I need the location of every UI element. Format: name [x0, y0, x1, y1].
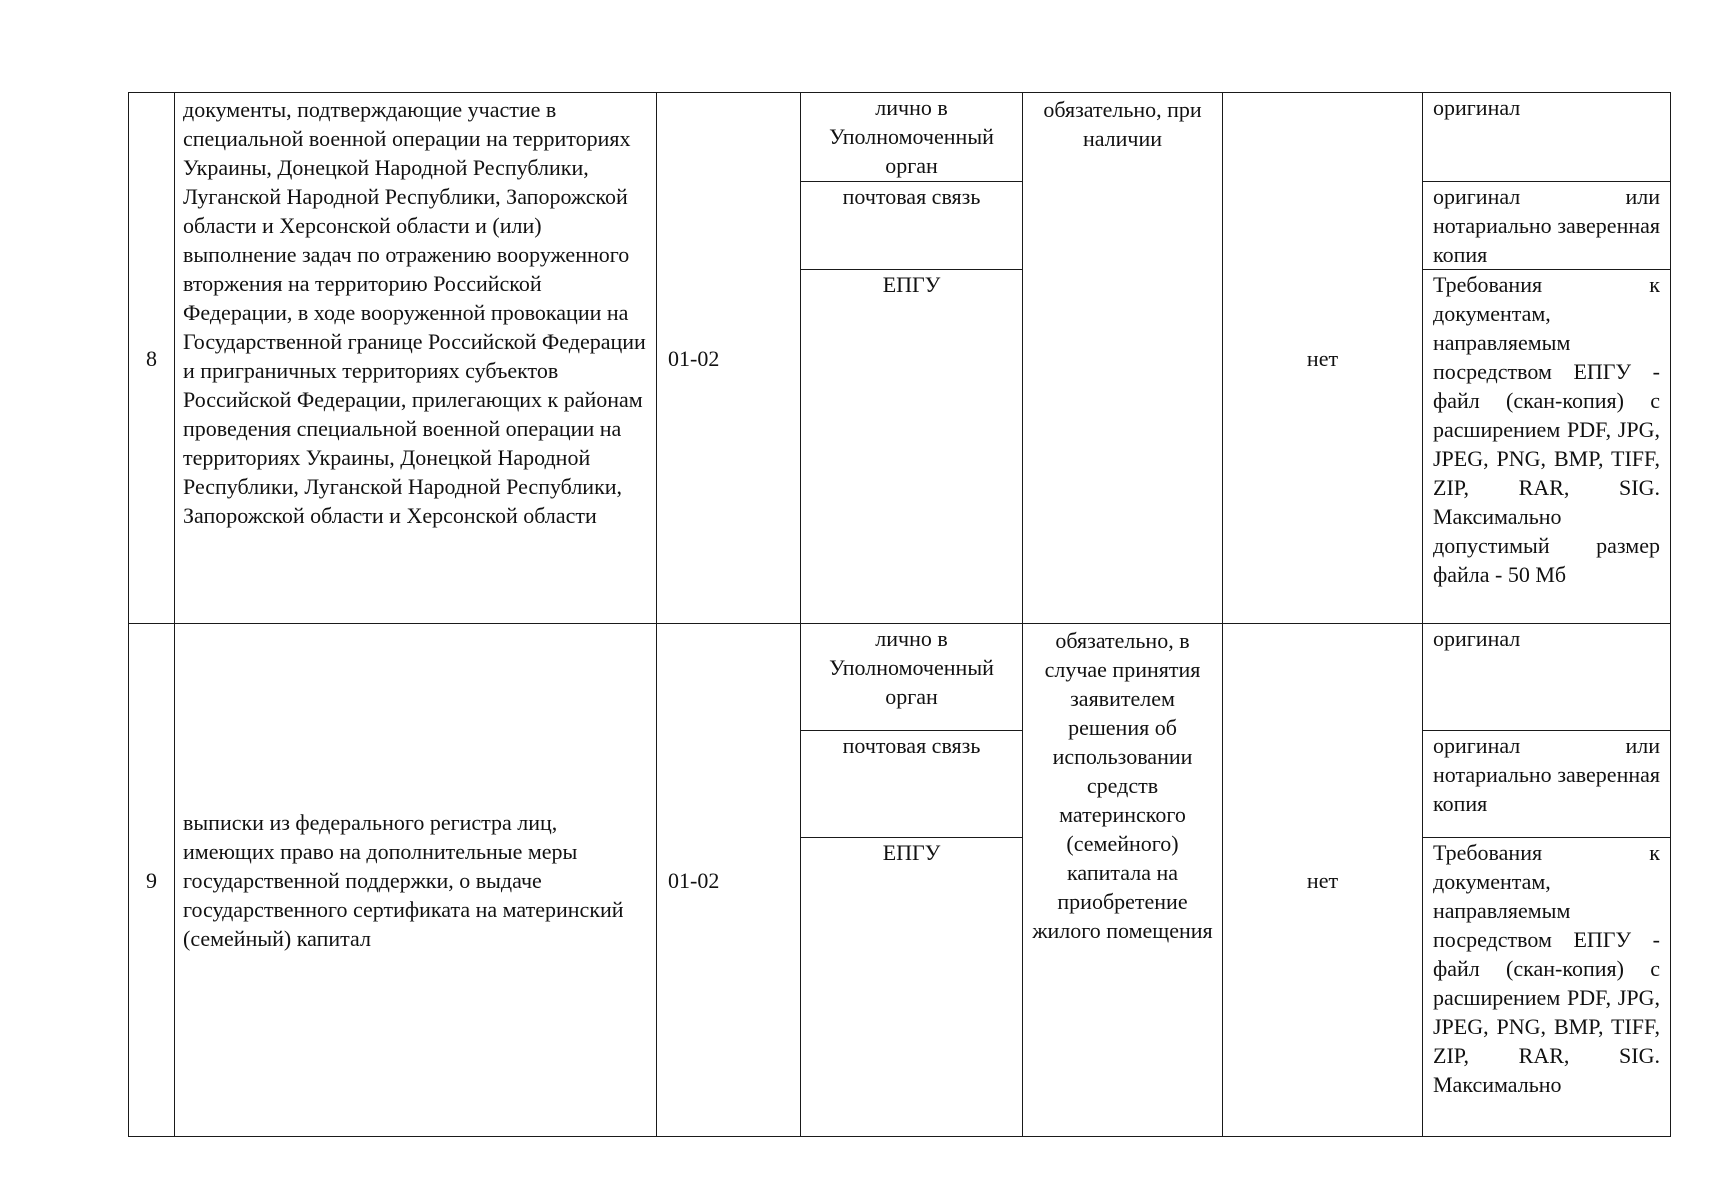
channel-epgu: ЕПГУ — [882, 272, 941, 297]
channel-epgu: ЕПГУ — [882, 840, 941, 865]
form-original: оригинал — [1423, 624, 1670, 731]
form-original: оригинал — [1423, 93, 1670, 182]
channel-in-person: лично в Уполномоченный орган — [801, 93, 1022, 182]
own-initiative: нет — [1223, 624, 1423, 1137]
document-forms — [1423, 624, 1671, 1137]
document-code: 01-02 — [657, 93, 801, 624]
document-name: документы, подтверждающие участие в специальной военной операции на территориях Украины, Донецкой Народной Республики, Луганской Народной Республики, Запорожской области и Херсонской области и (или) выполнение задач по отражению вооруженного вторжения на территорию Российской Федерации, в ходе вооруженной провокации на Государственной границе Российской Федерации и приграничных территориях субъектов Российской Федерации, прилегающих к районам проведения специальной военной операции на территориях Украины, Донецкой Народной Республики, Луганской Народной Республики, Запорожской области и Херсонской области — [175, 93, 657, 624]
row-number: 9 — [129, 624, 175, 1137]
submission-channels — [801, 624, 1023, 1137]
table-row — [129, 624, 1671, 1137]
channel-post: почтовая связь — [801, 731, 1022, 838]
form-epgu-requirements: Требования к документам, направляемым посредством ЕПГУ - файл (скан-копия) с расширением PDF, JPG, JPEG, PNG, BMP, TIFF, ZIP, RAR, SIG. Максимально допустимый размер файла - 50 Мб — [1433, 272, 1660, 587]
document-name: выписки из федерального регистра лиц, имеющих право на дополнительные меры государственной поддержки, о выдаче государственного сертификата на материнский (семейный) капитал — [175, 624, 657, 1137]
channel-in-person: лично в Уполномоченный орган — [801, 624, 1022, 731]
submission-channels — [801, 93, 1023, 624]
requirement: обязательно, в случае принятия заявителем решения об использовании средств материнского (семейного) капитала на приобретение жилого помещения — [1023, 624, 1223, 1137]
own-initiative: нет — [1223, 93, 1423, 624]
row-number: 8 — [129, 93, 175, 624]
form-epgu-requirements: Требования к документам, направляемым посредством ЕПГУ - файл (скан-копия) с расширением PDF, JPG, JPEG, PNG, BMP, TIFF, ZIP, RAR, SIG. Максимально — [1433, 840, 1660, 1097]
requirement: обязательно, при наличии — [1023, 93, 1223, 624]
form-original-or-copy: оригинал или нотариально заверенная копия — [1423, 731, 1670, 838]
document-forms — [1423, 93, 1671, 624]
channel-post: почтовая связь — [801, 182, 1022, 270]
table-row — [129, 93, 1671, 624]
form-original-or-copy: оригинал или нотариально заверенная копия — [1423, 182, 1670, 270]
documents-table — [128, 92, 1671, 1137]
document-code: 01-02 — [657, 624, 801, 1137]
